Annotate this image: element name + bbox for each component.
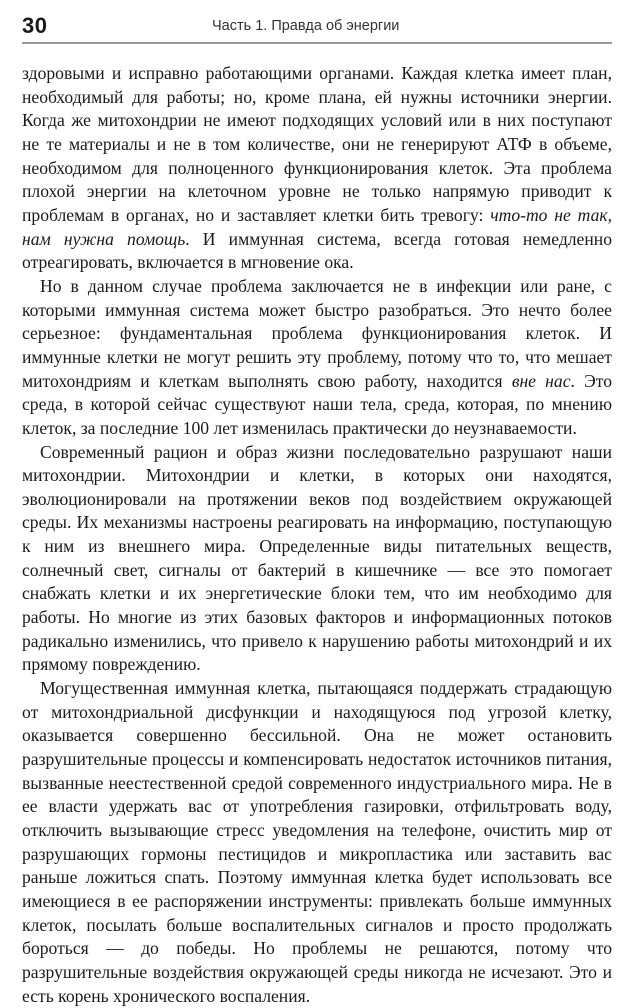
text-run: Современный рацион и образ жизни последовательно разрушают наши митохондрии. Митохондрии и клетки, в которых они находятся, эволюционировали на протяжении веков под воздействием окружающей среды. Их механизмы настроены реагировать на информацию, поступающую к ним из внешнего мира. Определенные виды питательных веществ, солнечный свет, сигналы от бактерий в кишечнике — все это помогает снабжать клетки и их энергетические блоки тем, что им необходимо для работы. Но многие из этих базовых факторов и информационных потоков радикально изменились, что привело к нарушению работы митохондрий и их прямому повреждению. [22, 441, 612, 675]
text-run: . И иммунная система, всегда готовая немедленно отреагировать, включается в мгновение ока. [22, 228, 612, 273]
italic-phrase: вне нас [511, 370, 571, 391]
paragraph [22, 677, 612, 1008]
page-header [22, 10, 612, 44]
paragraph [22, 62, 612, 275]
text-run: Но в данном случае проблема заключается не в инфекции или ране, с которыми иммунная система может быстро разобраться. Это нечто более серьезное: фундаментальная проблема функционирования клеток. И иммунные клетки не могут решить эту проблему, потому что то, что мешает митохондриям и клеткам выполнять свою работу, находится [22, 275, 612, 391]
text-run: Могущественная иммунная клетка, пытающаяся поддержать страдающую от митохондриальной дисфункции и находящуюся под угрозой клетку, оказывается совершенно бессильной. Она не может остановить разрушительные процессы и компенсировать недостаток источников питания, вызванные неестественной средой современного индустриального мира. Не в ее власти удержать вас от употребления газировки, отфильтровать воду, отключить вызывающие стресс уведомления на телефоне, очистить мир от разрушающих гормоны пестицидов и микропластика или заставить вас раньше ложиться спать. Поэтому иммунная клетка будет использовать все имеющиеся в ее распоряжении инструменты: привлекать больше иммунных клеток, посылать больше воспалительных сигналов и просто продолжать бороться — до победы. Но проблемы не решаются, потому что разрушительные воздействия окружающей среды никогда не исчезают. Это и есть корень хронического воспаления. [22, 678, 612, 1006]
running-head: Часть 1. Правда об энергии [212, 18, 400, 34]
paragraph [22, 275, 612, 441]
italic-phrase: что-то не так, нам нужна помощь [22, 204, 613, 249]
paragraph [22, 441, 612, 678]
body-text [22, 62, 612, 1008]
page-number: 30 [22, 13, 48, 38]
text-run: . Это среда, в которой сейчас существуют наши тела, среда, которая, по мнению клеток, за последние 100 лет изменилась практически до неузнаваемости. [22, 370, 612, 438]
text-run: здоровыми и исправно работающими органами. Каждая клетка имеет план, необходимый для работы; но, кроме плана, ей нужны источники энергии. Когда же митохондрии не имеют подходящих условий или в них поступают не те материалы и не в том количестве, они не генерируют АТФ в объеме, необходимом для полноценного функционирования клеток. Эта проблема плохой энергии на клеточном уровне не только напрямую приводит к проблемам в органах, но и заставляет клетки бить тревогу: [22, 63, 612, 225]
